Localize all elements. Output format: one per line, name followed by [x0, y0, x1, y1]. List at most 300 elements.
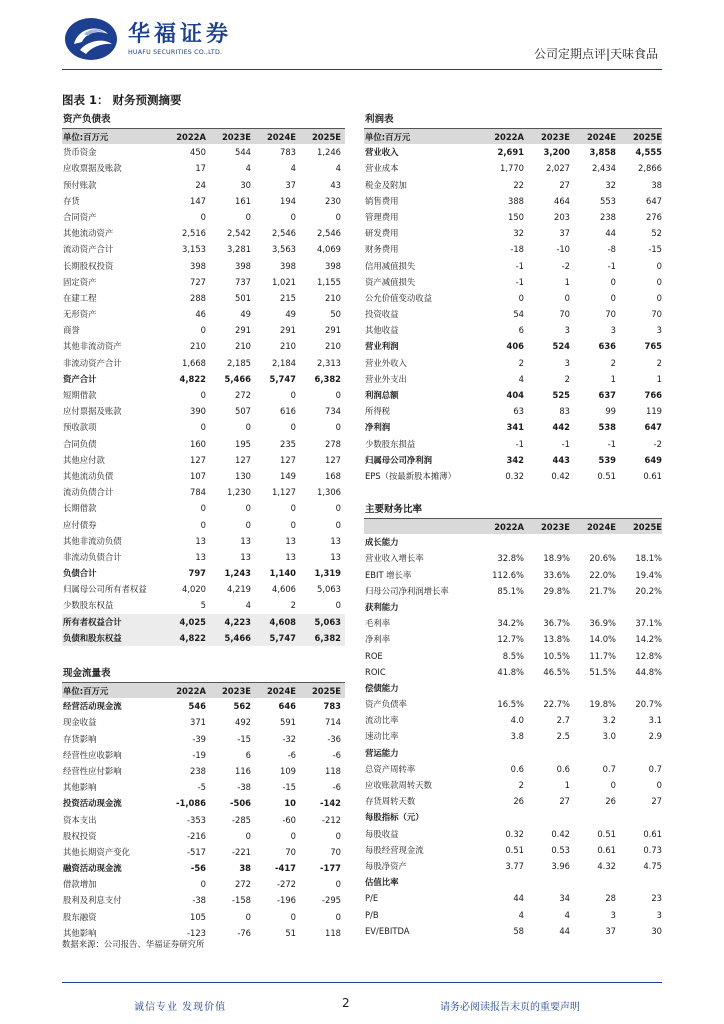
cell-value: 168: [325, 470, 341, 481]
table-header-row: [62, 682, 345, 698]
cell-value: 16.5%: [497, 699, 524, 710]
row-label: ROIC: [365, 666, 386, 677]
row-label: 其他非流动负债: [63, 535, 122, 546]
cell-value: 18.1%: [635, 553, 662, 564]
table-row: [364, 583, 662, 599]
logo-chinese-name: 华福证券: [128, 21, 233, 47]
cell-value: 13: [330, 535, 341, 546]
cell-value: 0.61: [597, 844, 616, 855]
cell-value: [478, 809, 524, 825]
row-label: 固定资产: [63, 276, 97, 287]
cell-value: 215: [280, 292, 296, 303]
cell-value: 1,127: [272, 487, 296, 498]
row-label: 资产减值损失: [365, 276, 416, 287]
cell-value: -8: [607, 244, 616, 255]
table-row: [364, 712, 662, 728]
cell-value: 2,184: [272, 357, 296, 368]
table-row: [364, 567, 662, 583]
cell-value: 3,153: [182, 244, 206, 255]
cell-value: 4: [518, 909, 524, 920]
cell-value: -6: [287, 749, 296, 760]
cell-value: 0: [656, 276, 662, 287]
table-row: [364, 907, 662, 923]
table-header-row: [364, 518, 662, 534]
cell-value: [478, 599, 524, 615]
row-label: 少数股东损益: [365, 438, 416, 449]
table-row: [364, 306, 662, 322]
table-row: [364, 468, 662, 484]
row-label: 存货影响: [63, 733, 97, 744]
cell-value: 32: [605, 179, 616, 190]
cell-value: 562: [233, 701, 251, 712]
table-header-row: [62, 128, 345, 144]
cell-value: 2,313: [317, 357, 341, 368]
table-row: [364, 371, 662, 387]
cell-value: -272: [276, 879, 296, 890]
unit-header: 单位:百万元: [365, 132, 411, 142]
row-label: 利润总额: [365, 390, 399, 400]
cell-value: 765: [644, 341, 662, 352]
cell-value: 0.6: [556, 763, 570, 774]
cell-value: 5,063: [314, 616, 341, 627]
cell-value: 276: [646, 211, 662, 222]
row-label: 投资收益: [365, 309, 399, 320]
cell-value: 0.32: [505, 828, 524, 839]
cell-value: 85.1%: [497, 585, 524, 596]
table-row: [62, 371, 345, 387]
cell-value: 1: [564, 780, 570, 790]
table-row: [62, 828, 345, 844]
table-row: [364, 387, 662, 403]
cell-value: 5,466: [224, 632, 251, 643]
cell-value: 737: [235, 276, 251, 287]
cell-value: 118: [325, 765, 341, 776]
cell-value: 109: [280, 765, 296, 776]
table-row: [62, 306, 345, 322]
table-row: [364, 193, 662, 209]
cell-value: 238: [600, 211, 616, 222]
cell-value: 0.73: [643, 844, 662, 855]
cell-value: 0: [200, 211, 206, 222]
cell-value: -417: [275, 863, 296, 874]
cell-value: [616, 874, 662, 890]
cell-value: 2.7: [556, 715, 570, 726]
row-label: 其他影响: [63, 782, 97, 793]
row-label: 每股收益: [365, 828, 399, 839]
cell-value: 22: [513, 179, 524, 190]
cell-value: -60: [282, 814, 296, 825]
cell-value: [524, 809, 570, 825]
cell-value: -1,086: [176, 798, 206, 809]
cell-value: 0: [245, 911, 251, 922]
logo-english-name: HUAFU SECURITIES CO.,LTD.: [128, 49, 223, 56]
table-row: [364, 290, 662, 306]
table-row: [364, 403, 662, 419]
row-label: 存货周转天数: [365, 796, 416, 807]
cell-value: 0: [610, 276, 616, 287]
table-row: [62, 403, 345, 419]
cell-value: 44: [559, 925, 570, 936]
cell-value: 2: [564, 373, 570, 384]
year-header: 2025E: [632, 132, 662, 142]
footer-divider: [62, 982, 662, 983]
cell-value: 390: [190, 406, 206, 417]
row-label: 营业外收入: [365, 357, 407, 368]
cell-value: 49: [240, 309, 251, 320]
cell-value: 118: [325, 927, 341, 938]
cell-value: 3,858: [589, 147, 616, 158]
cell-value: [524, 874, 570, 890]
table-row: [62, 876, 345, 892]
cell-value: 0.61: [643, 470, 662, 481]
table-header-row: [364, 128, 662, 144]
row-label: 长期借款: [63, 503, 97, 514]
cell-value: 5,747: [269, 632, 296, 643]
cell-value: 127: [190, 454, 206, 465]
cell-value: 3.8: [510, 731, 524, 742]
cell-value: 105: [190, 911, 206, 922]
cell-value: 58: [513, 925, 524, 936]
row-label: 其他流动资产: [63, 228, 114, 239]
cell-value: 291: [325, 325, 341, 336]
row-label: 非流动负债合计: [63, 551, 122, 562]
table-row: [62, 387, 345, 403]
table-row: [62, 698, 345, 714]
income-statement-table: [364, 111, 662, 484]
cell-value: 46: [195, 309, 206, 320]
table-row: [62, 355, 345, 371]
cell-value: 0: [200, 325, 206, 336]
cell-value: -5: [197, 782, 206, 793]
table-row: [364, 680, 662, 696]
table-row: [62, 517, 345, 533]
table-row: [62, 338, 345, 354]
year-header: 2023E: [221, 686, 251, 696]
cell-value: 210: [190, 341, 206, 352]
year-header: 2024E: [266, 686, 296, 696]
cell-value: 99: [605, 406, 616, 417]
cell-value: [570, 874, 616, 890]
cell-value: 0: [290, 390, 296, 400]
cell-value: 398: [280, 260, 296, 271]
cell-value: 26: [513, 796, 524, 807]
cell-value: 0: [335, 519, 341, 530]
cell-value: 36.9%: [589, 618, 616, 629]
row-label: 流动负债合计: [63, 487, 114, 498]
cell-value: [524, 534, 570, 550]
cell-value: 203: [554, 211, 570, 222]
cell-value: 41.8%: [497, 666, 524, 677]
year-header: 2022A: [176, 686, 206, 696]
table-row: [364, 160, 662, 176]
row-label: 营业利润: [365, 341, 399, 352]
cell-value: -1: [561, 438, 570, 449]
row-label: EPS（按最新股本摊薄）: [365, 470, 457, 481]
table-row: [62, 209, 345, 225]
cell-value: 4,223: [224, 616, 251, 627]
page-number: 2: [342, 996, 350, 1010]
row-label: 管理费用: [365, 211, 399, 222]
header-divider: [62, 69, 662, 70]
cell-value: 2: [656, 357, 662, 368]
cell-value: 1,770: [500, 163, 524, 174]
table-row: [62, 909, 345, 925]
cell-value: 107: [190, 470, 206, 481]
cell-value: 5,747: [269, 373, 296, 384]
cell-value: 230: [325, 195, 341, 206]
year-header: 2022A: [494, 522, 524, 532]
cell-value: -353: [186, 814, 206, 825]
cell-value: 0.51: [597, 470, 616, 481]
cell-value: 0: [564, 292, 570, 303]
cell-value: -196: [276, 895, 296, 906]
table-row: [364, 777, 662, 793]
cell-value: 647: [646, 195, 662, 206]
table-row: [364, 599, 662, 615]
row-label: 其他影响: [63, 927, 97, 938]
row-label: 净利润: [365, 422, 391, 433]
cell-value: 0.7: [602, 763, 616, 774]
cell-value: 2,185: [227, 357, 251, 368]
cell-value: 238: [190, 765, 206, 776]
table-row: [364, 177, 662, 193]
cell-value: 12.8%: [635, 650, 662, 661]
year-header: 2024E: [266, 132, 296, 142]
cell-value: [616, 745, 662, 761]
cell-value: 51: [285, 927, 296, 938]
cell-value: 0.32: [505, 470, 524, 481]
cell-value: 371: [190, 717, 206, 728]
row-label: 速动比率: [365, 731, 399, 742]
cell-value: 0.6: [510, 763, 524, 774]
cell-value: 0: [335, 879, 341, 890]
cell-value: [478, 680, 524, 696]
table-row: [62, 860, 345, 876]
row-label: 销售费用: [365, 195, 399, 206]
cell-value: -506: [230, 798, 251, 809]
cell-value: 70: [559, 309, 570, 320]
cell-value: 3: [656, 325, 662, 336]
cell-value: 27: [559, 179, 570, 190]
table-row: [364, 550, 662, 566]
cell-value: 26: [605, 796, 616, 807]
table-row: [62, 581, 345, 597]
table-row: [62, 630, 345, 646]
cell-value: 0: [290, 503, 296, 514]
cell-value: 1,243: [224, 568, 251, 579]
cell-value: 278: [325, 438, 341, 449]
row-label: 归母公司净利润增长率: [365, 585, 449, 596]
row-label: 货币资金: [63, 147, 97, 158]
table-row: [62, 549, 345, 565]
cell-value: 20.2%: [635, 585, 662, 596]
table-row: [62, 419, 345, 435]
cell-value: 291: [235, 325, 251, 336]
year-header: 2023E: [540, 132, 570, 142]
cell-value: 150: [508, 211, 524, 222]
cell-value: 714: [325, 717, 341, 728]
cell-value: 0: [245, 211, 251, 222]
table-row: [62, 322, 345, 338]
table-row: [364, 648, 662, 664]
cell-value: 3.77: [505, 860, 524, 871]
cell-value: 1,668: [182, 357, 206, 368]
cell-value: 2: [518, 357, 524, 368]
cell-value: [570, 745, 616, 761]
cell-value: 2: [610, 357, 616, 368]
cell-value: 1,306: [317, 487, 341, 498]
cell-value: 3: [564, 325, 570, 336]
footer-disclaimer: 请务必阅读报告末页的重要声明: [440, 1002, 580, 1013]
table-row: [62, 844, 345, 860]
cell-value: [570, 599, 616, 615]
cell-value: 19.4%: [635, 569, 662, 580]
year-header: 2023E: [221, 132, 251, 142]
cell-value: 406: [506, 341, 524, 352]
row-label: ROE: [365, 650, 383, 661]
table-row: [364, 664, 662, 680]
cash-flow-table: [62, 665, 345, 941]
row-label: 长期股权投资: [63, 260, 114, 271]
cell-value: 0.53: [551, 844, 570, 855]
cell-value: 210: [325, 341, 341, 352]
cell-value: 70: [330, 846, 341, 857]
cell-value: 291: [280, 325, 296, 336]
table-row: [62, 177, 345, 193]
table-row: [62, 225, 345, 241]
cell-value: 161: [235, 195, 251, 206]
cell-value: 30: [240, 179, 251, 190]
row-label: 资产负债率: [365, 699, 407, 710]
cell-value: 4: [245, 600, 251, 611]
cell-value: 647: [644, 422, 662, 433]
cell-value: 0: [200, 503, 206, 514]
year-header: 2022A: [494, 132, 524, 142]
cell-value: -76: [237, 927, 251, 938]
year-header: 2023E: [540, 522, 570, 532]
cell-value: [524, 680, 570, 696]
cell-value: -15: [237, 733, 251, 744]
cell-value: 13: [285, 535, 296, 546]
year-header: 2024E: [586, 522, 616, 532]
cell-value: 13: [240, 535, 251, 546]
row-label: 总资产周转率: [365, 763, 416, 774]
cell-value: 3,200: [543, 147, 570, 158]
row-label: 其他收益: [365, 325, 399, 336]
cell-value: 4: [245, 163, 251, 174]
row-label: 研发费用: [365, 228, 399, 239]
cell-value: 119: [646, 406, 662, 417]
row-label: 存货: [63, 195, 80, 206]
row-label: 少数股东权益: [63, 600, 114, 611]
row-label: 无形资产: [63, 309, 97, 320]
table-row: [364, 436, 662, 452]
row-label: 所得税: [365, 406, 391, 417]
cell-value: 83: [559, 406, 570, 417]
cell-value: 4.32: [597, 860, 616, 871]
row-label: 现金收益: [63, 717, 97, 728]
cell-value: 28: [605, 893, 616, 904]
cell-value: 37: [605, 925, 616, 936]
cell-value: 4: [518, 373, 524, 384]
cell-value: 341: [506, 422, 524, 433]
cell-value: 116: [235, 765, 251, 776]
cell-value: 6: [518, 325, 524, 336]
row-label: 合同资产: [63, 211, 97, 222]
cell-value: 0: [335, 503, 341, 514]
table-row: [364, 144, 662, 160]
cell-value: 0: [290, 830, 296, 841]
figure-title: 图表 1： 财务预测摘要: [62, 93, 182, 107]
year-header: 2025E: [311, 132, 341, 142]
cell-value: 12.7%: [497, 634, 524, 645]
cell-value: 0: [610, 292, 616, 303]
cell-value: 27: [559, 796, 570, 807]
cell-value: 4,219: [227, 584, 251, 595]
cell-value: 4: [335, 163, 341, 174]
table-row: [364, 923, 662, 939]
cell-value: 36.7%: [543, 618, 570, 629]
cell-value: 22.7%: [543, 699, 570, 710]
cell-value: 210: [235, 341, 251, 352]
cell-value: 0: [245, 503, 251, 514]
cell-value: 2: [290, 600, 296, 611]
cell-value: [616, 599, 662, 615]
table-row: [364, 728, 662, 744]
table-row: [62, 468, 345, 484]
cell-value: 63: [513, 406, 524, 417]
cell-value: 13.8%: [543, 634, 570, 645]
row-label: 公允价值变动收益: [365, 292, 432, 303]
row-label: 应收账款周转天数: [365, 780, 432, 790]
cell-value: 29.8%: [543, 585, 570, 596]
row-label: 估值比率: [365, 877, 399, 888]
cell-value: 0: [335, 911, 341, 922]
cell-value: 4,606: [272, 584, 296, 595]
row-label: 其他流动负债: [63, 470, 114, 481]
row-label: 融资活动现金流: [63, 863, 122, 874]
cell-value: 49: [285, 309, 296, 320]
cell-value: 342: [506, 454, 524, 465]
cell-value: 4,025: [179, 616, 206, 627]
cell-value: 727: [190, 276, 206, 287]
cell-value: 18.9%: [543, 553, 570, 564]
cell-value: 2,691: [497, 147, 524, 158]
table-row: [62, 795, 345, 811]
row-label: 经营性应收影响: [63, 749, 122, 760]
cell-value: 43: [330, 179, 341, 190]
cell-value: 2: [518, 780, 524, 790]
cell-value: [570, 534, 616, 550]
cell-value: 13: [330, 551, 341, 562]
table-row: [364, 322, 662, 338]
cell-value: [478, 534, 524, 550]
cell-value: 54: [513, 309, 524, 320]
row-label: 商誉: [63, 325, 80, 336]
cell-value: 0: [335, 830, 341, 841]
row-label: 其他非流动资产: [63, 341, 122, 352]
footer-slogan: 诚信专业 发现价值: [134, 1002, 227, 1013]
table-row: [62, 812, 345, 828]
cell-value: 398: [235, 260, 251, 271]
cell-value: 0.42: [551, 828, 570, 839]
row-label: 在建工程: [63, 292, 97, 303]
cell-value: -19: [192, 749, 206, 760]
row-label: 股权投资: [63, 830, 97, 841]
cell-value: 195: [235, 438, 251, 449]
table-row: [62, 484, 345, 500]
unit-header: 单位:百万元: [63, 686, 109, 696]
